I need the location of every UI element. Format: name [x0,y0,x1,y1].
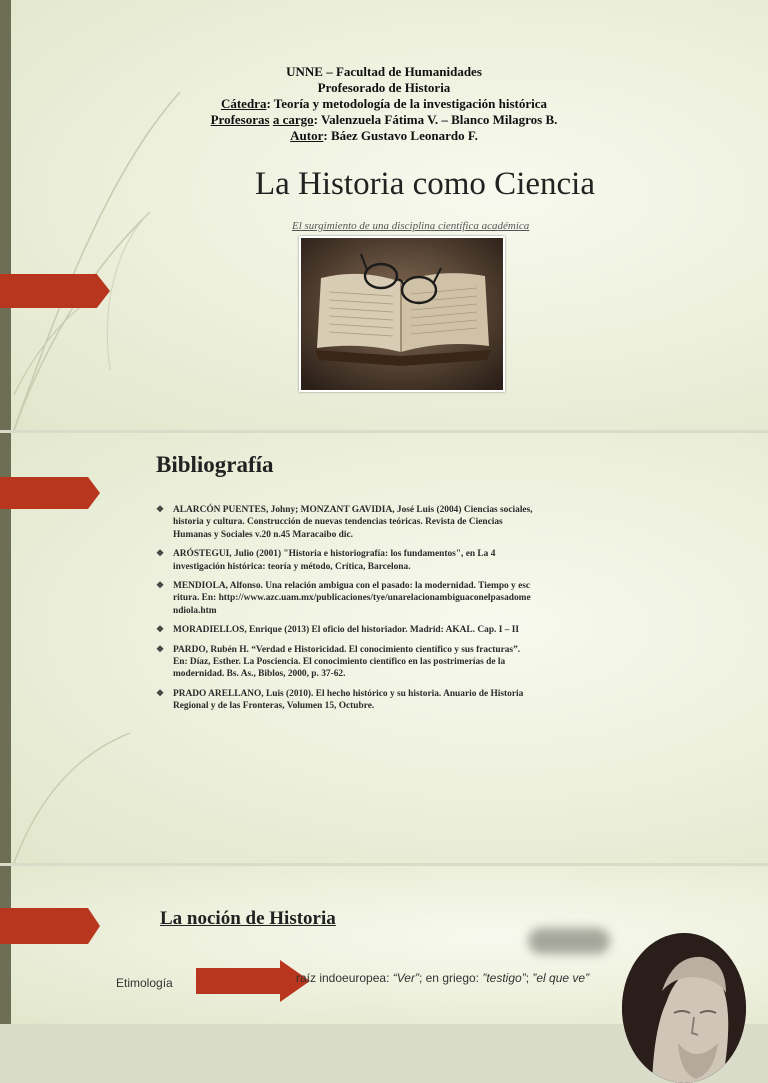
autor-value: : Báez Gustavo Leonardo F. [323,128,478,143]
catedra-line [0,96,768,112]
diamond-bullet-icon: ❖ [156,643,165,654]
list-item: ❖ MORADIELLOS, Enrique (2013) El oficio del historiador. Madrid: AKAL. Cap. I – II [156,624,520,636]
university-line: UNNE – Facultad de Humanidades [286,64,482,79]
diamond-bullet-icon: ❖ [156,504,165,514]
presentation-title: La Historia como Ciencia [255,166,595,202]
list-item: ❖ ALARCÓN PUENTES, Johny; MONZANT GAVIDIA, José Luis (2004) Ciencias sociales, historia y cultura. Construcción de nuevas tendencias teóricas. Revista de Ciencias Humanas y Sociales v.20 n.45 Maracaibo dic. [156,504,533,540]
catedra-value: : Teoría y metodología de la investigación histórica [266,96,548,111]
institution-header [0,64,768,144]
etimologia-text: raíz indoeuropea: “Ver”; en griego: ”testigo”; ”el que ve” [296,971,590,985]
list-item: ❖ PARDO, Rubén H. “Verdad e Historicidad. El conocimiento científico y sus fracturas”. En: Díaz, Esther. La Posciencia. El conocimiento científico en las postrimerías de la modernidad. Bs. As., Biblos, 2000, p. 37-62. [156,643,521,680]
blurred-element [528,928,610,954]
diamond-bullet-icon: ❖ [156,687,165,698]
autor-line [0,128,768,144]
program-line: Profesorado de Historia [317,80,451,95]
edge-bar [0,866,11,1024]
herodotus-bust-image [622,933,746,1083]
profesoras-line [0,112,768,128]
bibliography-title: Bibliografía [156,452,274,477]
bibliography-list [156,504,534,720]
profesoras-value: : Valenzuela Fátima V. – Blanco Milagros B. [313,112,558,127]
profesoras-label: Profesoras [210,112,270,127]
right-arrow-icon [196,960,310,1002]
notion-title: La noción de Historia [160,908,336,929]
etimologia-label: Etimología [116,976,173,990]
list-item: ❖ ARÓSTEGUI, Julio (2001) "Historia e historiografía: los fundamentos", en La 4 investigación histórica: teoría y método, Crítica, Barcelona. [156,548,496,572]
diamond-bullet-icon: ❖ [156,580,165,591]
open-book-glasses-image [299,236,505,392]
accent-ribbon [0,274,110,308]
title-slide [0,0,768,430]
a-cargo-label: a cargo [272,112,314,127]
list-item: ❖ MENDIOLA, Alfonso. Una relación ambigua con el pasado: la modernidad. Tiempo y escritura. En: http://www.azc.uam.mx/publicaciones/tye/unarelacionambiguaconelpasadomendiola.htm [156,580,531,616]
catedra-label: Cátedra [220,96,267,111]
accent-ribbon [0,908,100,944]
presentation-subtitle: El surgimiento de una disciplina científica académica [292,220,530,232]
accent-ribbon [0,477,100,509]
diamond-bullet-icon: ❖ [156,548,165,559]
diamond-bullet-icon: ❖ [156,624,165,635]
autor-label: Autor [290,128,324,143]
list-item: ❖ PRADO ARELLANO, Luis (2010). El hecho histórico y su historia. Anuario de Historia Regional y de las Fronteras, Volumen 15, Octubre. [156,687,524,712]
